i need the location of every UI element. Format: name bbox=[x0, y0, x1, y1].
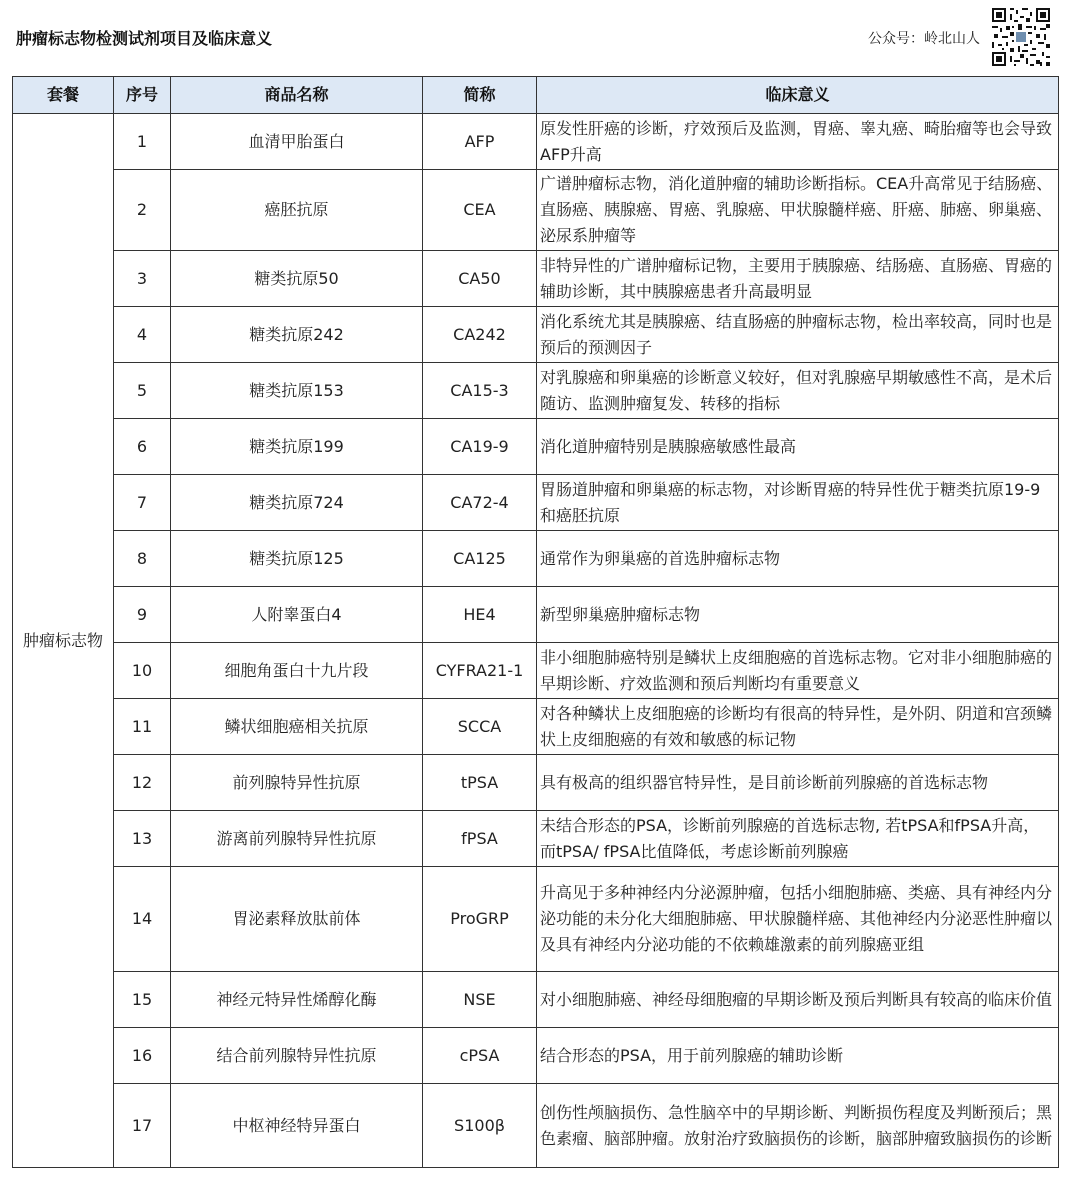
abbreviation: tPSA bbox=[423, 755, 537, 811]
clinical-significance: 未结合形态的PSA，诊断前列腺癌的首选标志物, 若tPSA和fPSA升高，而tPSA/ fPSA比值降低，考虑诊断前列腺癌 bbox=[537, 811, 1059, 867]
row-number: 6 bbox=[114, 419, 171, 475]
abbreviation: CYFRA21-1 bbox=[423, 643, 537, 699]
row-number: 10 bbox=[114, 643, 171, 699]
row-number: 11 bbox=[114, 699, 171, 755]
col-header-abbreviation: 简称 bbox=[423, 77, 537, 114]
row-number: 3 bbox=[114, 251, 171, 307]
row-number: 16 bbox=[114, 1028, 171, 1084]
clinical-significance: 对小细胞肺癌、神经母细胞瘤的早期诊断及预后判断具有较高的临床价值 bbox=[537, 972, 1059, 1028]
product-name: 中枢神经特异蛋白 bbox=[171, 1084, 423, 1168]
product-name: 胃泌素释放肽前体 bbox=[171, 867, 423, 972]
col-header-number: 序号 bbox=[114, 77, 171, 114]
product-name: 糖类抗原125 bbox=[171, 531, 423, 587]
table-row bbox=[13, 643, 1059, 699]
abbreviation: SCCA bbox=[423, 699, 537, 755]
account-label: 公众号：岭北山人 bbox=[868, 31, 980, 47]
table-row bbox=[13, 170, 1059, 251]
table-row bbox=[13, 114, 1059, 170]
row-number: 15 bbox=[114, 972, 171, 1028]
product-name: 神经元特异性烯醇化酶 bbox=[171, 972, 423, 1028]
row-number: 8 bbox=[114, 531, 171, 587]
page-title: 肿瘤标志物检测试剂项目及临床意义 bbox=[16, 29, 273, 48]
abbreviation: S100β bbox=[423, 1084, 537, 1168]
clinical-significance: 具有极高的组织器官特异性，是目前诊断前列腺癌的首选标志物 bbox=[537, 755, 1059, 811]
marker-table bbox=[12, 76, 1059, 1168]
table-row bbox=[13, 251, 1059, 307]
clinical-significance: 创伤性颅脑损伤、急性脑卒中的早期诊断、判断损伤程度及判断预后；黑色素瘤、脑部肿瘤。放射治疗致脑损伤的诊断，脑部肿瘤致脑损伤的诊断 bbox=[537, 1084, 1059, 1168]
clinical-significance: 消化道肿瘤特别是胰腺癌敏感性最高 bbox=[537, 419, 1059, 475]
table-row bbox=[13, 1084, 1059, 1168]
abbreviation: AFP bbox=[423, 114, 537, 170]
clinical-significance: 新型卵巢癌肿瘤标志物 bbox=[537, 587, 1059, 643]
clinical-significance: 非小细胞肺癌特别是鳞状上皮细胞癌的首选标志物。它对非小细胞肺癌的早期诊断、疗效监测和预后判断均有重要意义 bbox=[537, 643, 1059, 699]
abbreviation: CA242 bbox=[423, 307, 537, 363]
table-row bbox=[13, 475, 1059, 531]
abbreviation: cPSA bbox=[423, 1028, 537, 1084]
product-name: 糖类抗原50 bbox=[171, 251, 423, 307]
product-name: 人附睾蛋白4 bbox=[171, 587, 423, 643]
abbreviation: CA50 bbox=[423, 251, 537, 307]
table-row bbox=[13, 531, 1059, 587]
row-number: 13 bbox=[114, 811, 171, 867]
abbreviation: CEA bbox=[423, 170, 537, 251]
abbreviation: CA125 bbox=[423, 531, 537, 587]
product-name: 血清甲胎蛋白 bbox=[171, 114, 423, 170]
product-name: 癌胚抗原 bbox=[171, 170, 423, 251]
clinical-significance: 非特异性的广谱肿瘤标记物，主要用于胰腺癌、结肠癌、直肠癌、胃癌的辅助诊断，其中胰腺癌患者升高最明显 bbox=[537, 251, 1059, 307]
row-number: 17 bbox=[114, 1084, 171, 1168]
product-name: 糖类抗原724 bbox=[171, 475, 423, 531]
qr-code-icon bbox=[990, 6, 1052, 68]
table-row bbox=[13, 307, 1059, 363]
product-name: 前列腺特异性抗原 bbox=[171, 755, 423, 811]
row-number: 12 bbox=[114, 755, 171, 811]
abbreviation: CA15-3 bbox=[423, 363, 537, 419]
row-number: 2 bbox=[114, 170, 171, 251]
col-header-product-name: 商品名称 bbox=[171, 77, 423, 114]
product-name: 鳞状细胞癌相关抗原 bbox=[171, 699, 423, 755]
table-row bbox=[13, 755, 1059, 811]
clinical-significance: 升高见于多种神经内分泌源肿瘤，包括小细胞肺癌、类癌、具有神经内分泌功能的未分化大细胞肺癌、甲状腺髓样癌、其他神经内分泌恶性肿瘤以及具有神经内分泌功能的不依赖雄激素的前列腺癌亚组 bbox=[537, 867, 1059, 972]
clinical-significance: 对乳腺癌和卵巢癌的诊断意义较好，但对乳腺癌早期敏感性不高，是术后随访、监测肿瘤复发、转移的指标 bbox=[537, 363, 1059, 419]
abbreviation: ProGRP bbox=[423, 867, 537, 972]
row-number: 9 bbox=[114, 587, 171, 643]
row-number: 14 bbox=[114, 867, 171, 972]
row-number: 5 bbox=[114, 363, 171, 419]
table-row bbox=[13, 699, 1059, 755]
product-name: 细胞角蛋白十九片段 bbox=[171, 643, 423, 699]
table-row bbox=[13, 587, 1059, 643]
clinical-significance: 原发性肝癌的诊断，疗效预后及监测，胃癌、睾丸癌、畸胎瘤等也会导致AFP升高 bbox=[537, 114, 1059, 170]
clinical-significance: 对各种鳞状上皮细胞癌的诊断均有很高的特异性，是外阴、阴道和宫颈鳞状上皮细胞癌的有效和敏感的标记物 bbox=[537, 699, 1059, 755]
row-number: 4 bbox=[114, 307, 171, 363]
col-header-package: 套餐 bbox=[13, 77, 114, 114]
table-row bbox=[13, 419, 1059, 475]
abbreviation: CA72-4 bbox=[423, 475, 537, 531]
row-number: 1 bbox=[114, 114, 171, 170]
clinical-significance: 通常作为卵巢癌的首选肿瘤标志物 bbox=[537, 531, 1059, 587]
product-name: 糖类抗原199 bbox=[171, 419, 423, 475]
table-row bbox=[13, 811, 1059, 867]
package-cell: 肿瘤标志物 bbox=[13, 114, 114, 1168]
table-header-row bbox=[13, 77, 1059, 114]
abbreviation: NSE bbox=[423, 972, 537, 1028]
clinical-significance: 胃肠道肿瘤和卵巢癌的标志物，对诊断胃癌的特异性优于糖类抗原19-9和癌胚抗原 bbox=[537, 475, 1059, 531]
product-name: 糖类抗原242 bbox=[171, 307, 423, 363]
abbreviation: fPSA bbox=[423, 811, 537, 867]
table-row bbox=[13, 867, 1059, 972]
product-name: 糖类抗原153 bbox=[171, 363, 423, 419]
table-row bbox=[13, 1028, 1059, 1084]
clinical-significance: 结合形态的PSA，用于前列腺癌的辅助诊断 bbox=[537, 1028, 1059, 1084]
col-header-clinical-significance: 临床意义 bbox=[537, 77, 1059, 114]
table-row bbox=[13, 972, 1059, 1028]
abbreviation: CA19-9 bbox=[423, 419, 537, 475]
table-row bbox=[13, 363, 1059, 419]
product-name: 结合前列腺特异性抗原 bbox=[171, 1028, 423, 1084]
abbreviation: HE4 bbox=[423, 587, 537, 643]
clinical-significance: 广谱肿瘤标志物，消化道肿瘤的辅助诊断指标。CEA升高常见于结肠癌、直肠癌、胰腺癌、胃癌、乳腺癌、甲状腺髓样癌、肝癌、肺癌、卵巢癌、泌尿系肿瘤等 bbox=[537, 170, 1059, 251]
product-name: 游离前列腺特异性抗原 bbox=[171, 811, 423, 867]
clinical-significance: 消化系统尤其是胰腺癌、结直肠癌的肿瘤标志物，检出率较高，同时也是预后的预测因子 bbox=[537, 307, 1059, 363]
row-number: 7 bbox=[114, 475, 171, 531]
